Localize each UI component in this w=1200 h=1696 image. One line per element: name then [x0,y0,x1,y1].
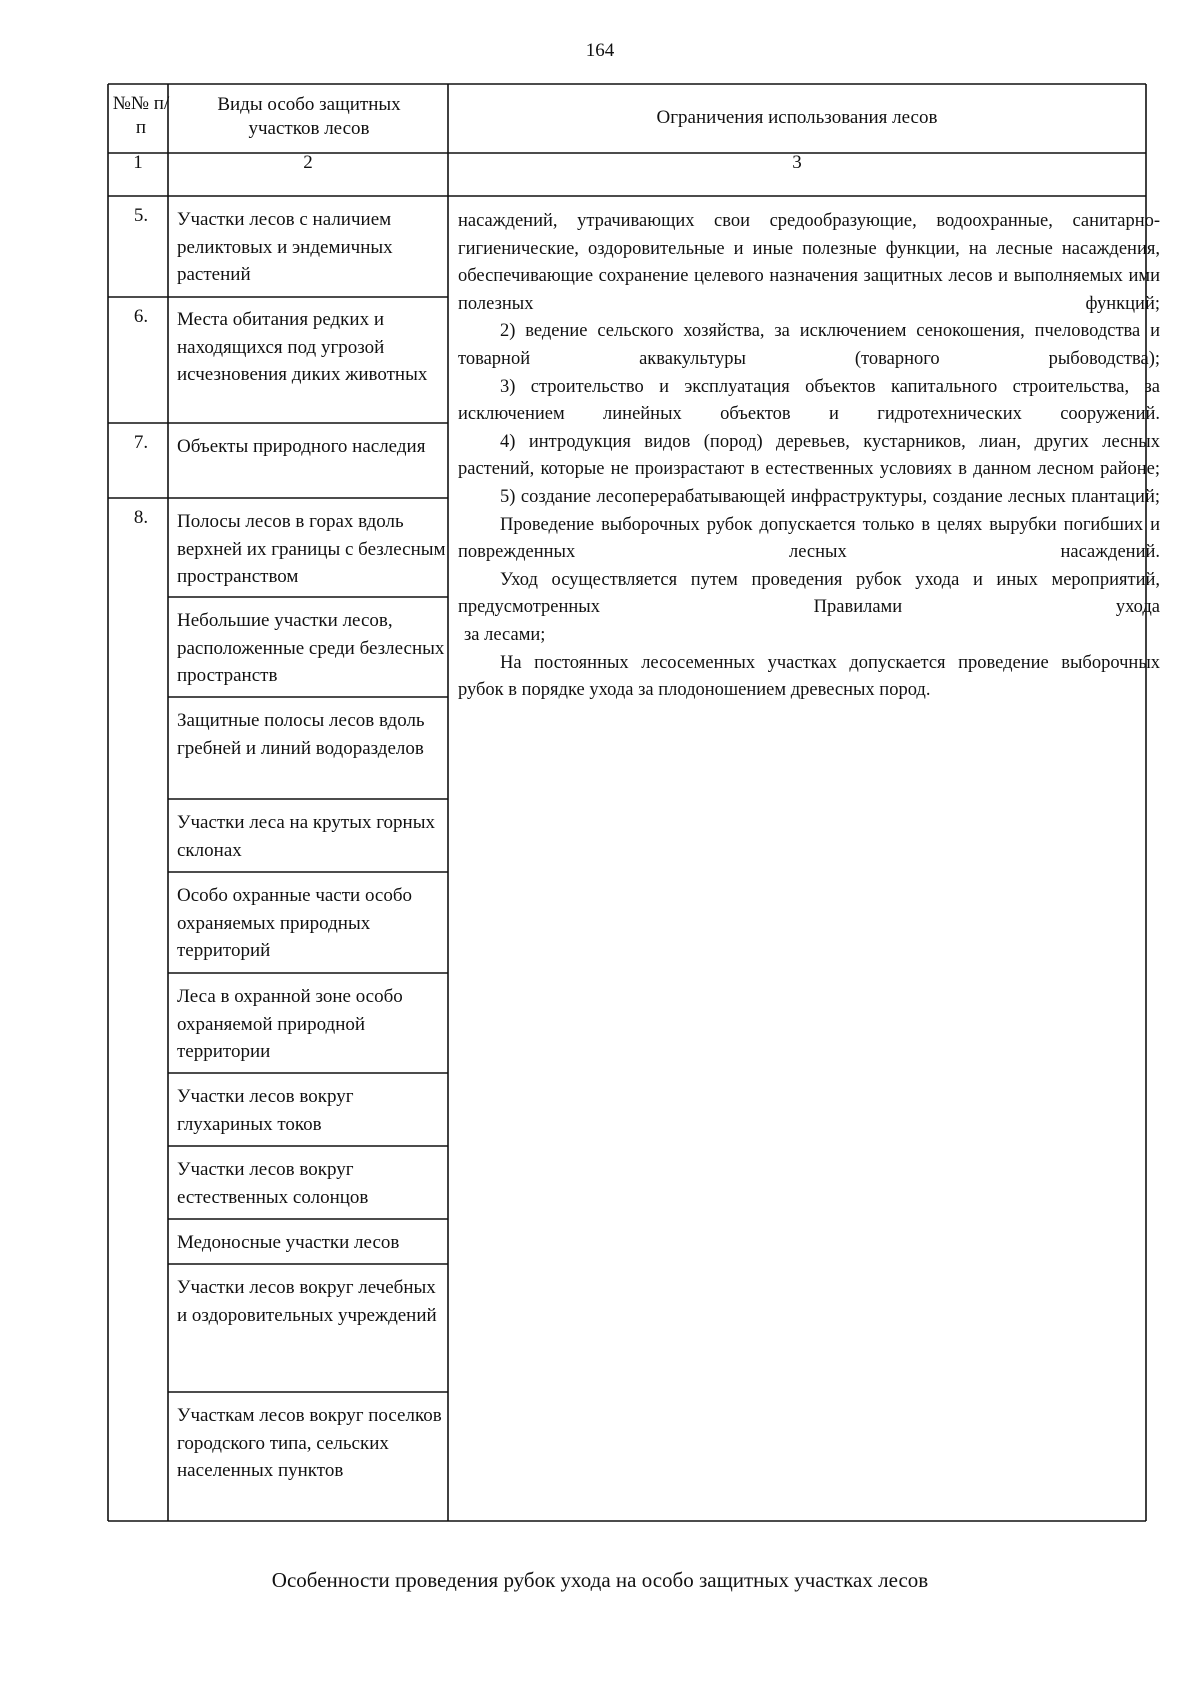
table-row: Защитные полосы лесов вдоль гребней и линий водоразделов [177,710,425,759]
table-row: Особо охранные части особо охраняемых природных территорий [177,885,413,961]
restriction-paragraph: 2) ведение сельского хозяйства, за исключением сенокошения, пчеловодства и товарной аквакультуры (товарного рыбоводства); [458,321,1160,369]
restrictions-text [458,208,1160,705]
table-row: Небольшие участки лесов, расположенные среди безлесных пространств [177,610,445,686]
row-number: 6. [133,306,149,327]
header-kinds: Виды особо защитных участков лесов [217,94,401,139]
restriction-paragraph: насаждений, утрачивающих свои средообразующие, водоохранные, санитарно-гигиенические, оздоровительные и иные полезные функции, на лесные насаждения, обеспечивающие сохранение целевого назначения защитных лесов и выполняемых ими полезных функций; [458,211,1160,314]
restriction-paragraph: 4) интродукция видов (пород) деревьев, кустарников, лиан, других лесных растений, которые не произрастают в естественных условиях в данном лесном районе; [458,431,1160,480]
table-row: Медоносные участки лесов [177,1232,400,1253]
table-row: Участки лесов вокруг естественных солонцов [177,1159,369,1208]
restriction-paragraph: Уход осуществляется путем проведения рубок ухода и иных мероприятий, предусмотренных Правилами ухода [458,569,1160,618]
column-index-3: 3 [792,152,802,173]
table-row: Места обитания редких и находящихся под угрозой исчезновения диких животных [177,309,428,385]
restriction-paragraph: 5) создание лесоперерабатывающей инфраструктуры, создание лесных плантаций; [500,486,1160,507]
table-row: Полосы лесов в горах вдоль верхней их границы с безлесным пространством [177,511,446,587]
column-index-2: 2 [303,152,313,173]
header-num: №№ п/п [112,93,170,138]
restriction-paragraph: На постоянных лесосеменных участках допускается проведение выборочных рубок в порядке ухода за плодоношением древесных пород. [458,652,1160,701]
row-number: 7. [133,432,149,453]
row-number: 8. [133,507,149,528]
table-row: Участки лесов вокруг глухариных токов [177,1086,354,1135]
table-row: Участки леса на крутых горных склонах [177,812,435,861]
table-row: Участкам лесов вокруг поселков городского типа, сельских населенных пунктов [177,1405,442,1481]
header-restrictions: Ограничения использования лесов [656,107,938,128]
page-number: 164 [585,40,615,61]
table-row: Объекты природного наследия [177,436,426,457]
table-row: Леса в охранной зоне особо охраняемой природной территории [177,986,403,1062]
table-row: Участки лесов с наличием реликтовых и эндемичных растений [177,209,393,285]
row-number: 5. [133,205,149,226]
table-row: Участки лесов вокруг лечебных и оздоровительных учреждений [177,1277,437,1326]
restriction-paragraph: за лесами; [464,624,546,645]
restriction-paragraph: Проведение выборочных рубок допускается только в целях вырубки погибших и поврежденных лесных насаждений. [458,514,1160,563]
restriction-paragraph: 3) строительство и эксплуатация объектов капитального строительства, за исключением линейных объектов и гидротехнических сооружений. [458,376,1160,425]
section-caption: Особенности проведения рубок ухода на особо защитных участках лесов [271,1568,929,1592]
column-index-1: 1 [133,152,143,173]
